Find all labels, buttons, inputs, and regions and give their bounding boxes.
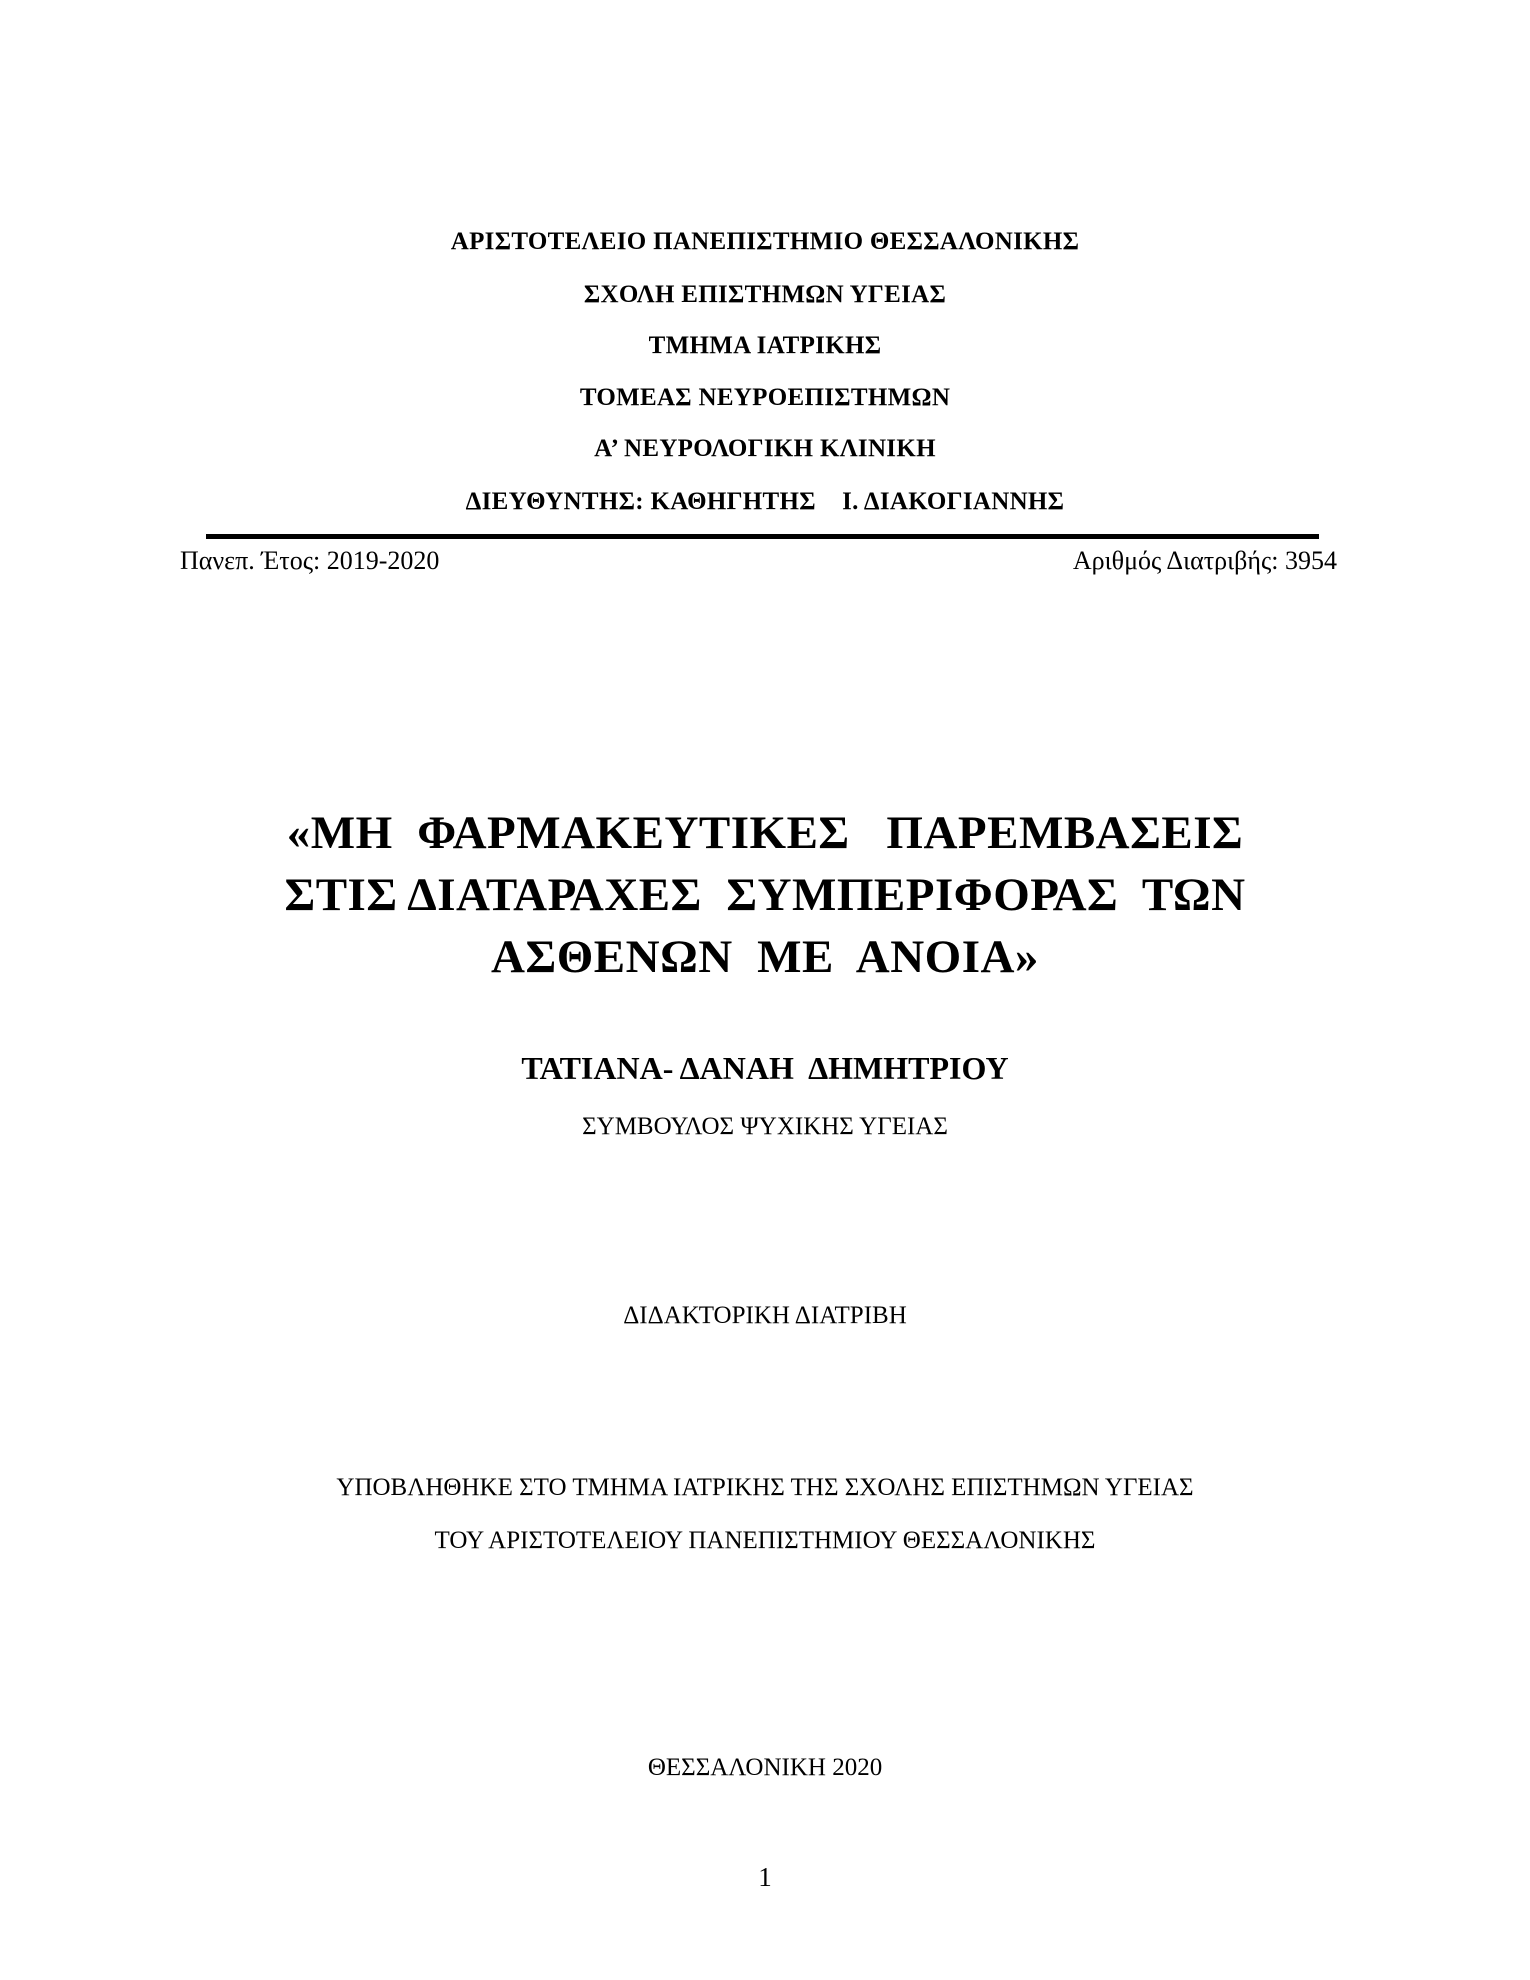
author-name: ΤΑΤΙΑΝΑ- ΔΑΝΑΗ ΔΗΜΗΤΡΙΟΥ: [521, 1050, 1009, 1086]
school-name: ΣΧΟΛΗ ΕΠΙΣΤΗΜΩΝ ΥΓΕΙΑΣ: [583, 281, 947, 308]
university-name: ΑΡΙΣΤΟΤΕΛΕΙΟ ΠΑΝΕΠΙΣΤΗΜΙΟ ΘΕΣΣΑΛΟΝΙΚΗΣ: [450, 228, 1080, 255]
header-divider: [206, 534, 1319, 539]
thesis-title-line-2: ΣΤΙΣ ΔΙΑΤΑΡΑΧΕΣ ΣΥΜΠΕΡΙΦΟΡΑΣ ΤΩΝ: [284, 869, 1246, 921]
place-year: ΘΕΣΣΑΛΟΝΙΚΗ 2020: [647, 1754, 883, 1781]
department-name: ΤΜΗΜΑ ΙΑΤΡΙΚΗΣ: [648, 332, 882, 359]
thesis-title-line-3: ΑΣΘΕΝΩΝ ΜΕ ΑΝΟΙΑ»: [491, 931, 1039, 983]
document-type: ΔΙΔΑΚΤΟΡΙΚΗ ΔΙΑΤΡΙΒΗ: [623, 1302, 907, 1329]
submission-line-1: ΥΠΟΒΛΗΘΗΚΕ ΣΤΟ ΤΜΗΜΑ ΙΑΤΡΙΚΗΣ ΤΗΣ ΣΧΟΛΗΣ ΕΠΙΣΤΗΜΩΝ ΥΓΕΙΑΣ: [336, 1474, 1194, 1501]
academic-year: Πανεπ. Έτος: 2019-2020: [180, 546, 440, 575]
sector-name: ΤΟΜΕΑΣ ΝΕΥΡΟΕΠΙΣΤΗΜΩΝ: [579, 384, 951, 411]
clinic-name: Α’ ΝΕΥΡΟΛΟΓΙΚΗ ΚΛΙΝΙΚΗ: [594, 435, 936, 462]
thesis-title-line-1: «ΜΗ ΦΑΡΜΑΚΕΥΤΙΚΕΣ ΠΑΡΕΜΒΑΣΕΙΣ: [286, 807, 1244, 859]
author-role: ΣΥΜΒΟΥΛΟΣ ΨΥΧΙΚΗΣ ΥΓΕΙΑΣ: [582, 1113, 948, 1140]
submission-line-2: ΤΟΥ ΑΡΙΣΤΟΤΕΛΕΙΟΥ ΠΑΝΕΠΙΣΤΗΜΙΟΥ ΘΕΣΣΑΛΟΝΙΚΗΣ: [434, 1527, 1096, 1554]
page-number: 1: [758, 1862, 772, 1892]
thesis-number: Αριθμός Διατριβής: 3954: [1072, 546, 1337, 575]
director-line: ΔΙΕΥΘΥΝΤΗΣ: ΚΑΘΗΓΗΤΗΣ Ι. ΔΙΑΚΟΓΙΑΝΝΗΣ: [465, 488, 1065, 515]
